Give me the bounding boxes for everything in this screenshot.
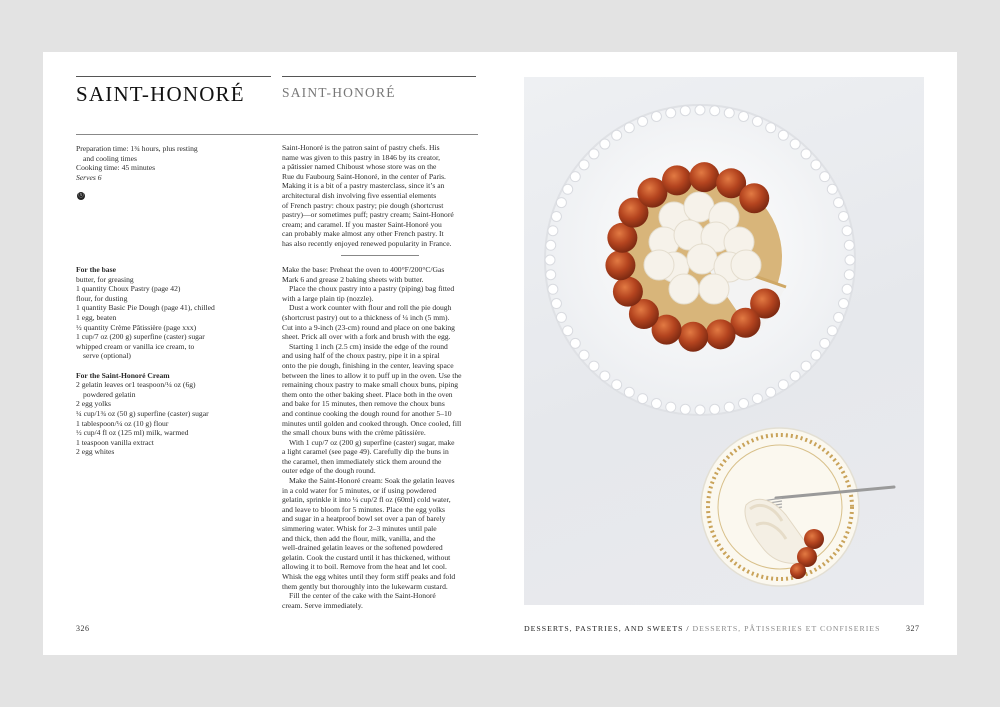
method-line: minutes until golden and cooked through. Once cooled, fill xyxy=(282,418,462,428)
ingredients-cream-heading: For the Saint-Honoré Cream xyxy=(76,370,170,380)
method-line: and continue cooking the dough round for another 5–10 xyxy=(282,408,452,418)
prep-info xyxy=(76,144,266,182)
method-line: Whisk the egg whites until they form stiff peaks and fold xyxy=(282,572,456,581)
book-spread xyxy=(43,52,957,655)
method-line: gelatin, sprinkle it into ¼ cup/2 fl oz (60ml) cold water, xyxy=(282,495,451,505)
method-line: remaining choux pastry to make small choux buns, piping xyxy=(282,380,459,390)
intro-line: name was given to this pastry in 1846 by its creator, xyxy=(282,152,441,162)
method-line: the caramel, then immediately stick them around the xyxy=(282,456,442,466)
intro-line: cream; and caramel. If you master Saint-Honoré you xyxy=(282,219,442,229)
title-bottom-rule xyxy=(76,134,478,135)
recipe-title-fr: SAINT-HONORÉ xyxy=(282,85,396,100)
method-line: outer edge of the dough round. xyxy=(282,466,376,476)
recipe-method xyxy=(282,265,478,610)
method-line: With 1 cup/7 oz (200 g) superfine (caster) sugar, make xyxy=(289,437,455,447)
method-line: Make the base: Preheat the oven to 400°F/200°C/Gas xyxy=(282,265,445,274)
method-line: (shortcrust pastry) out to a thickness of ¼ inch (5 mm). xyxy=(282,312,450,322)
method-line: and sugar in a heatproof bowl set over a pan of barely xyxy=(282,514,446,524)
method-line: and thick, then add the flour, milk, vanilla, and the xyxy=(282,533,436,543)
ingredient-item: 1 egg, beaten xyxy=(76,312,117,322)
ingredient-item: ¼ cup/1¾ oz (50 g) superfine (caster) sugar xyxy=(76,408,209,418)
intro-line: a pâtissier named Chiboust whose store was on the xyxy=(282,162,437,172)
ingredient-item: 2 egg yolks xyxy=(76,399,112,409)
ingredient-item: flour, for dusting xyxy=(76,293,128,303)
ingredients-cream-list xyxy=(76,380,271,457)
method-line: and using half of the choux pastry, pipe it in a spiral xyxy=(282,351,440,361)
ingredient-item: 1 quantity Basic Pie Dough (page 41), chilled xyxy=(76,303,215,313)
method-line: Dust a work counter with flour and roll the pie dough xyxy=(289,303,452,313)
ingredients xyxy=(76,265,271,457)
method-line: them gently but thoroughly into the lukewarm custard. xyxy=(282,581,448,591)
ingredient-item: ½ quantity Crème Pâtissière (page xxx) xyxy=(76,322,197,332)
ingredients-base-list xyxy=(76,275,271,361)
method-line: and leave to bloom for 5 minutes. Place the egg yolks xyxy=(282,504,446,514)
intro-line: Saint-Honoré is the patron saint of pastry chefs. His xyxy=(282,143,440,152)
prep-line: and cooling times xyxy=(83,153,137,163)
method-line: Cut into a 9-inch (23-cm) round and place on one baking xyxy=(282,322,455,332)
method-line: well-drained gelatin leaves or the softened powdered xyxy=(282,543,443,553)
intro-line: architectural dish involving five essential elements xyxy=(282,190,437,200)
ingredient-item: 1 teaspoon vanilla extract xyxy=(76,437,154,447)
recipe-title-en: SAINT-HONORÉ xyxy=(76,82,245,106)
method-line: cream. Serve immediately. xyxy=(282,600,363,610)
intro-line: Making it is a bit of a pastry masterclass, since it’s an xyxy=(282,181,445,191)
title-top-rule xyxy=(76,76,271,77)
method-line: onto the pie dough, finishing in the center, leaving space xyxy=(282,360,454,370)
method-line: the small choux buns with the crème pâtissière. xyxy=(282,428,426,438)
ingredient-item: serve (optional) xyxy=(83,351,131,361)
prep-line: Preparation time: 1¾ hours, plus resting xyxy=(76,144,198,153)
footer-section-fr: DESSERTS, PÂTISSERIES ET CONFISERIES xyxy=(692,624,881,633)
ingredient-item: whipped cream or vanilla ice cream, to xyxy=(76,341,195,351)
method-line: Fill the center of the cake with the Saint-Honoré xyxy=(289,591,436,601)
ingredients-base-heading: For the base xyxy=(76,265,116,274)
footer-section-en: DESSERTS, PASTRIES, AND SWEETS xyxy=(524,624,684,633)
intro-line: pastry)—or sometimes puff; pastry cream; Saint-Honoré xyxy=(282,210,454,220)
method-line: between the lines to allow it to puff up in the oven. Use the xyxy=(282,370,462,380)
dietary-icon: ⓧ xyxy=(77,192,84,199)
ingredient-item: 2 gelatin leaves or1 teaspoon/¼ oz (6g) xyxy=(76,380,196,390)
ingredient-item: butter, for greasing xyxy=(76,274,134,284)
running-footer xyxy=(524,624,880,633)
ingredient-item: 1 tablespoon/¼ oz (10 g) flour xyxy=(76,418,169,428)
intro-line: can probably make almost any other French pastry. It xyxy=(282,229,444,239)
ingredient-item: powdered gelatin xyxy=(83,389,136,399)
intro-line: Rue du Faubourg Saint-Honoré, in the center of Paris. xyxy=(282,171,446,181)
method-line: allowing it to boil. Remove from the heat and let cool. xyxy=(282,562,447,572)
ingredient-item: 1 quantity Choux Pastry (page 42) xyxy=(76,284,181,294)
title-top-rule-fr xyxy=(282,76,476,77)
method-line: Make the Saint-Honoré cream: Soak the gelatin leaves xyxy=(289,476,455,486)
method-line: them onto the other baking sheet. Place both in the oven xyxy=(282,389,453,399)
method-line: simmering water. Whisk for 2–3 minutes until pale xyxy=(282,524,437,534)
ingredient-item: 1 cup/7 oz (200 g) superfine (caster) sugar xyxy=(76,332,205,342)
method-line: and bake for 15 minutes, then remove the choux buns xyxy=(282,399,445,409)
footer-separator: / xyxy=(683,624,693,633)
method-line: Mark 6 and grease 2 baking sheets with butter. xyxy=(282,274,424,284)
method-line: in a cold water for 5 minutes, or if using powdered xyxy=(282,485,437,495)
method-line: gelatin. Cook the custard until it has thickened, without xyxy=(282,552,451,562)
method-line: Starting 1 inch (2.5 cm) inside the edge of the round xyxy=(289,341,448,351)
page-number-left: 326 xyxy=(76,624,90,633)
recipe-photo xyxy=(524,77,924,605)
recipe-intro xyxy=(282,143,478,249)
method-line: with a large plain tip (nozzle). xyxy=(282,293,374,303)
intro-divider xyxy=(341,255,419,256)
saint-honore-cake-photo xyxy=(524,77,924,605)
intro-line: has also recently enjoyed renewed popularity in France. xyxy=(282,238,452,248)
prep-line: Serves 6 xyxy=(76,172,102,182)
ingredient-item: ½ cup/4 fl oz (125 ml) milk, warmed xyxy=(76,428,189,438)
method-line: a light caramel (see page 49). Carefully dip the buns in xyxy=(282,447,449,457)
page-number-right: 327 xyxy=(906,624,920,633)
ingredient-item: 2 egg whites xyxy=(76,447,115,457)
method-line: Place the choux pastry into a pastry (piping) bag fitted xyxy=(289,284,455,294)
method-line: sheet. Prick all over with a fork and brush with the egg. xyxy=(282,332,451,342)
intro-line: of French pastry: choux pastry; pie dough (shortcrust xyxy=(282,200,444,210)
prep-line: Cooking time: 45 minutes xyxy=(76,163,156,173)
